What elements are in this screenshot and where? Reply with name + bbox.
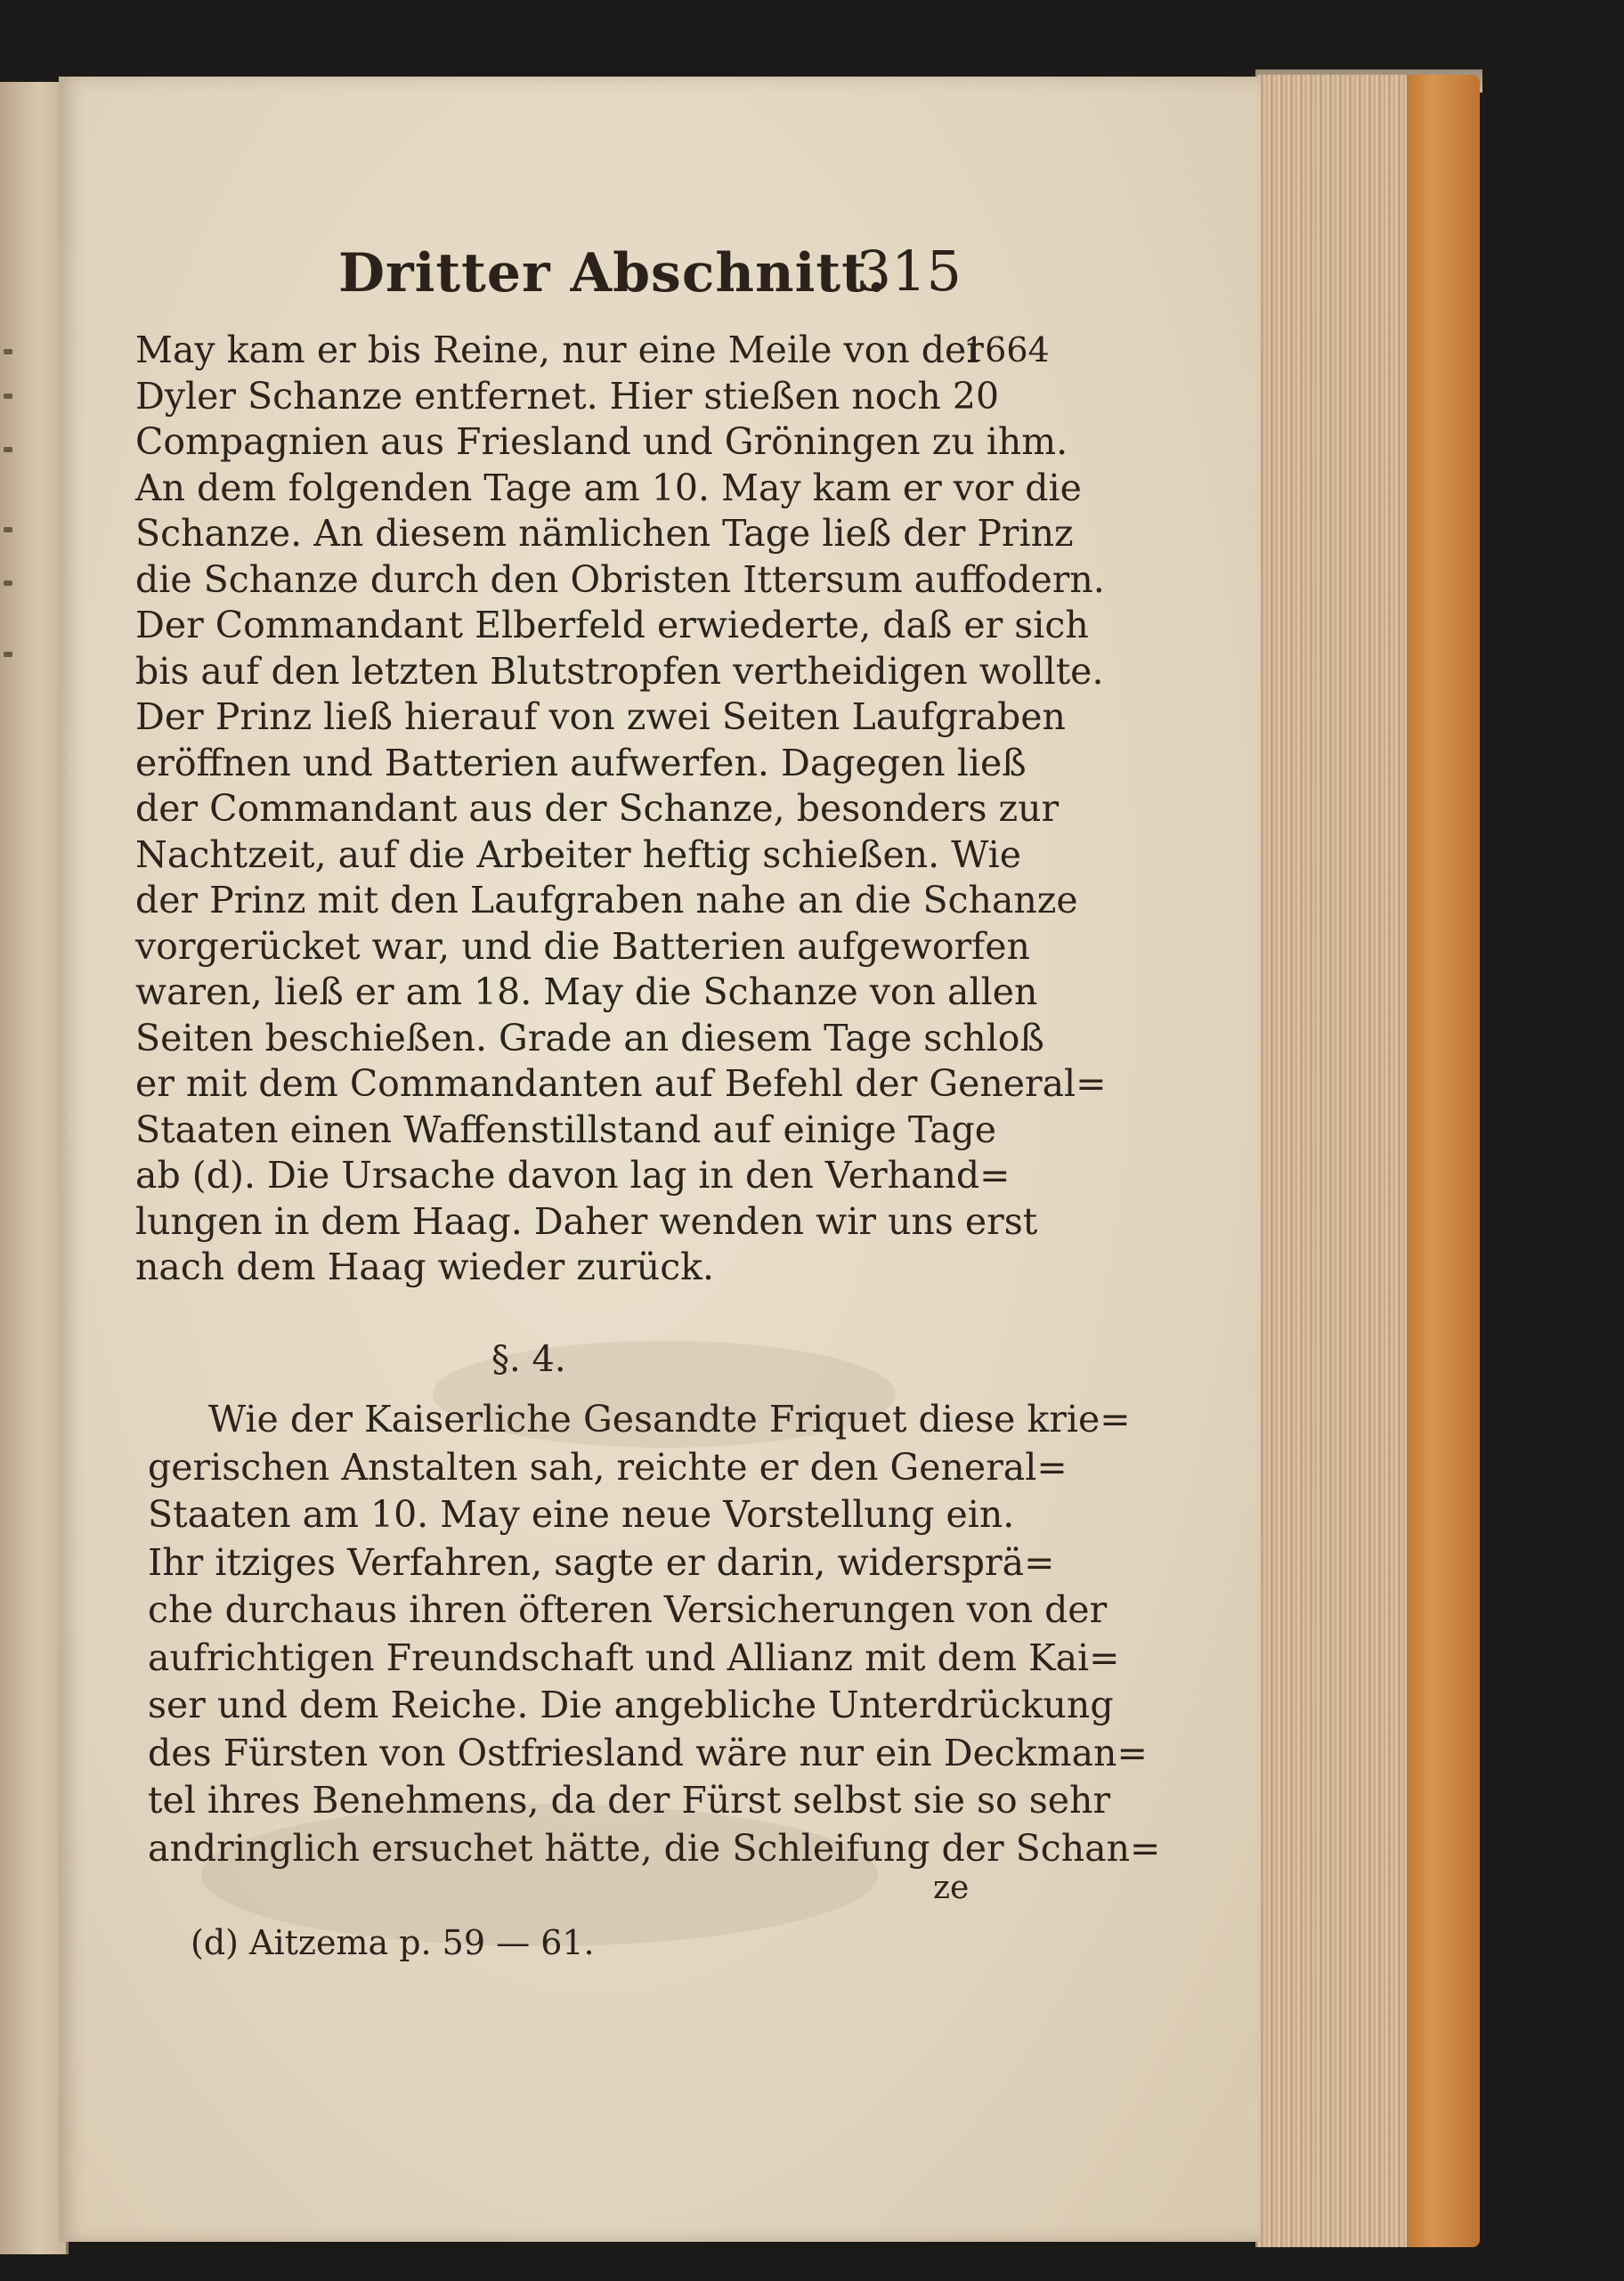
text-line: der Prinz mit den Laufgraben nahe an die Schanze <box>135 879 1078 921</box>
text-line: andringlich ersuchet hätte, die Schleifung der Schan= <box>148 1826 1161 1870</box>
running-head <box>276 239 962 310</box>
ink-mark <box>4 652 12 657</box>
footnote: (d) Aitzema p. 59 — 61. <box>191 1923 595 1962</box>
text-line: tel ihres Benehmens, da der Fürst selbst sie so sehr <box>148 1779 1111 1822</box>
text-line: Wie der Kaiserliche Gesandte Friquet diese krie= <box>208 1398 1131 1441</box>
text-line: Der Prinz ließ hierauf von zwei Seiten Laufgraben <box>135 695 1066 738</box>
book-cover-edge <box>1407 75 1480 2247</box>
text-line: gerischen Anstalten sah, reichte er den General= <box>148 1445 1068 1489</box>
text-line: nach dem Haag wieder zurück. <box>135 1246 715 1288</box>
page-number: 315 <box>856 239 962 304</box>
text-line: bis auf den letzten Blutstropfen vertheidigen wollte. <box>135 649 1104 693</box>
text-line: che durchaus ihren öfteren Versicherungen von der <box>148 1588 1108 1631</box>
text-line: Schanze. An diesem nämlichen Tage ließ der Prinz <box>135 512 1074 555</box>
ink-mark <box>4 447 12 452</box>
ink-mark <box>4 580 12 586</box>
chapter-title: Dritter Abschnitt. <box>338 242 887 304</box>
text-line: die Schanze durch den Obristen Ittersum auffodern. <box>135 557 1105 601</box>
paragraph-2 <box>148 1396 1161 1872</box>
ink-mark <box>4 349 12 354</box>
ink-mark <box>4 394 12 399</box>
text-line: An dem folgenden Tage am 10. May kam er vor die <box>135 466 1082 509</box>
text-line: lungen in dem Haag. Daher wenden wir uns erst <box>135 1199 1038 1243</box>
catchword: ze <box>933 1870 970 1906</box>
page-stack-edge <box>1255 75 1413 2247</box>
text-line: vorgerücket war, und die Batterien aufgeworfen <box>135 924 1030 968</box>
text-line: aufrichtigen Freundschaft und Allianz mit dem Kai= <box>148 1636 1120 1679</box>
text-line: eröffnen und Batterien aufwerfen. Dagegen ließ <box>135 741 1027 784</box>
margin-year-note: 1664 <box>963 330 1050 369</box>
text-line: ab (d). Die Ursache davon lag in den Verhand= <box>135 1154 1011 1197</box>
text-line: er mit dem Commandanten auf Befehl der General= <box>135 1062 1107 1105</box>
text-line: Der Commandant Elberfeld erwiederte, daß er sich <box>135 604 1089 646</box>
text-line: des Fürsten von Ostfriesland wäre nur ein Deckman= <box>148 1731 1148 1774</box>
text-line: Seiten beschießen. Grade an diesem Tage schloß <box>135 1016 1044 1059</box>
section-heading: §. 4. <box>491 1339 566 1380</box>
text-line: Compagnien aus Friesland und Gröningen zu ihm. <box>135 420 1068 463</box>
text-line: May kam er bis Reine, nur eine Meile von der <box>135 329 984 371</box>
text-line: Dyler Schanze entfernet. Hier stießen noch 20 <box>135 374 1000 418</box>
text-line: Staaten am 10. May eine neue Vorstellung ein. <box>148 1493 1015 1536</box>
ink-mark <box>4 527 12 532</box>
text-line: ser und dem Reiche. Die angebliche Unterdrückung <box>148 1684 1114 1726</box>
text-line: Ihr itziges Verfahren, sagte er darin, widersprä= <box>148 1540 1055 1584</box>
text-line: waren, ließ er am 18. May die Schanze von allen <box>135 970 1038 1013</box>
text-line: der Commandant aus der Schanze, besonders zur <box>135 787 1060 830</box>
text-line: Nachtzeit, auf die Arbeiter heftig schießen. Wie <box>135 832 1022 876</box>
text-line: Staaten einen Waffenstillstand auf einige Tage <box>135 1108 997 1151</box>
